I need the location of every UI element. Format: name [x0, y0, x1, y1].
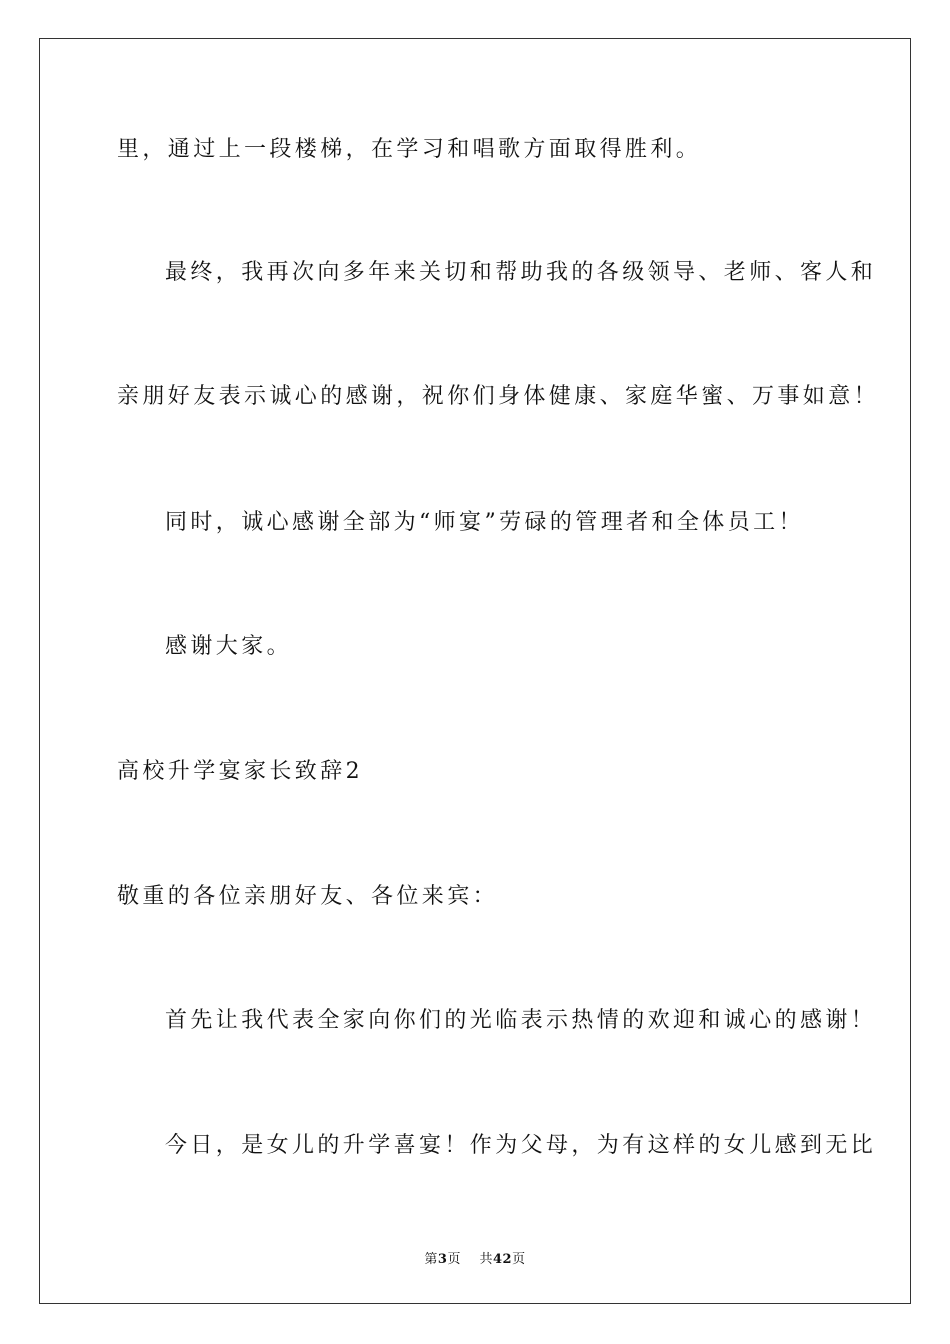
paragraph-line: 今日，是女儿的升学喜宴！作为父母，为有这样的女儿感到无比: [165, 1133, 877, 1158]
page-border: [39, 38, 911, 1304]
salutation: 敬重的各位亲朋好友、各位来宾：: [117, 884, 499, 909]
paragraph-line: 同时，诚心感谢全部为“师宴”劳碌的管理者和全体员工！: [165, 510, 804, 535]
total-suffix: 页: [512, 1252, 526, 1267]
paragraph-line: 首先让我代表全家向你们的光临表示热情的欢迎和诚心的感谢！: [165, 1008, 877, 1033]
total-prefix: 共: [479, 1252, 493, 1267]
current-page-number: 3: [437, 1252, 448, 1267]
page-footer: [0, 1248, 950, 1267]
paragraph-line: 最终，我再次向多年来关切和帮助我的各级领导、老师、客人和: [165, 260, 877, 285]
total-pages-number: 42: [493, 1252, 513, 1267]
paragraph-line: 亲朋好友表示诚心的感谢，祝你们身体健康、家庭华蜜、万事如意！: [117, 384, 880, 409]
page-prefix: 第: [424, 1252, 438, 1267]
paragraph-line: 感谢大家。: [165, 634, 293, 659]
paragraph-line: 里，通过上一段楼梯，在学习和唱歌方面取得胜利。: [117, 137, 702, 162]
page-suffix: 页: [447, 1252, 461, 1267]
section-heading: 高校升学宴家长致辞2: [117, 759, 363, 784]
